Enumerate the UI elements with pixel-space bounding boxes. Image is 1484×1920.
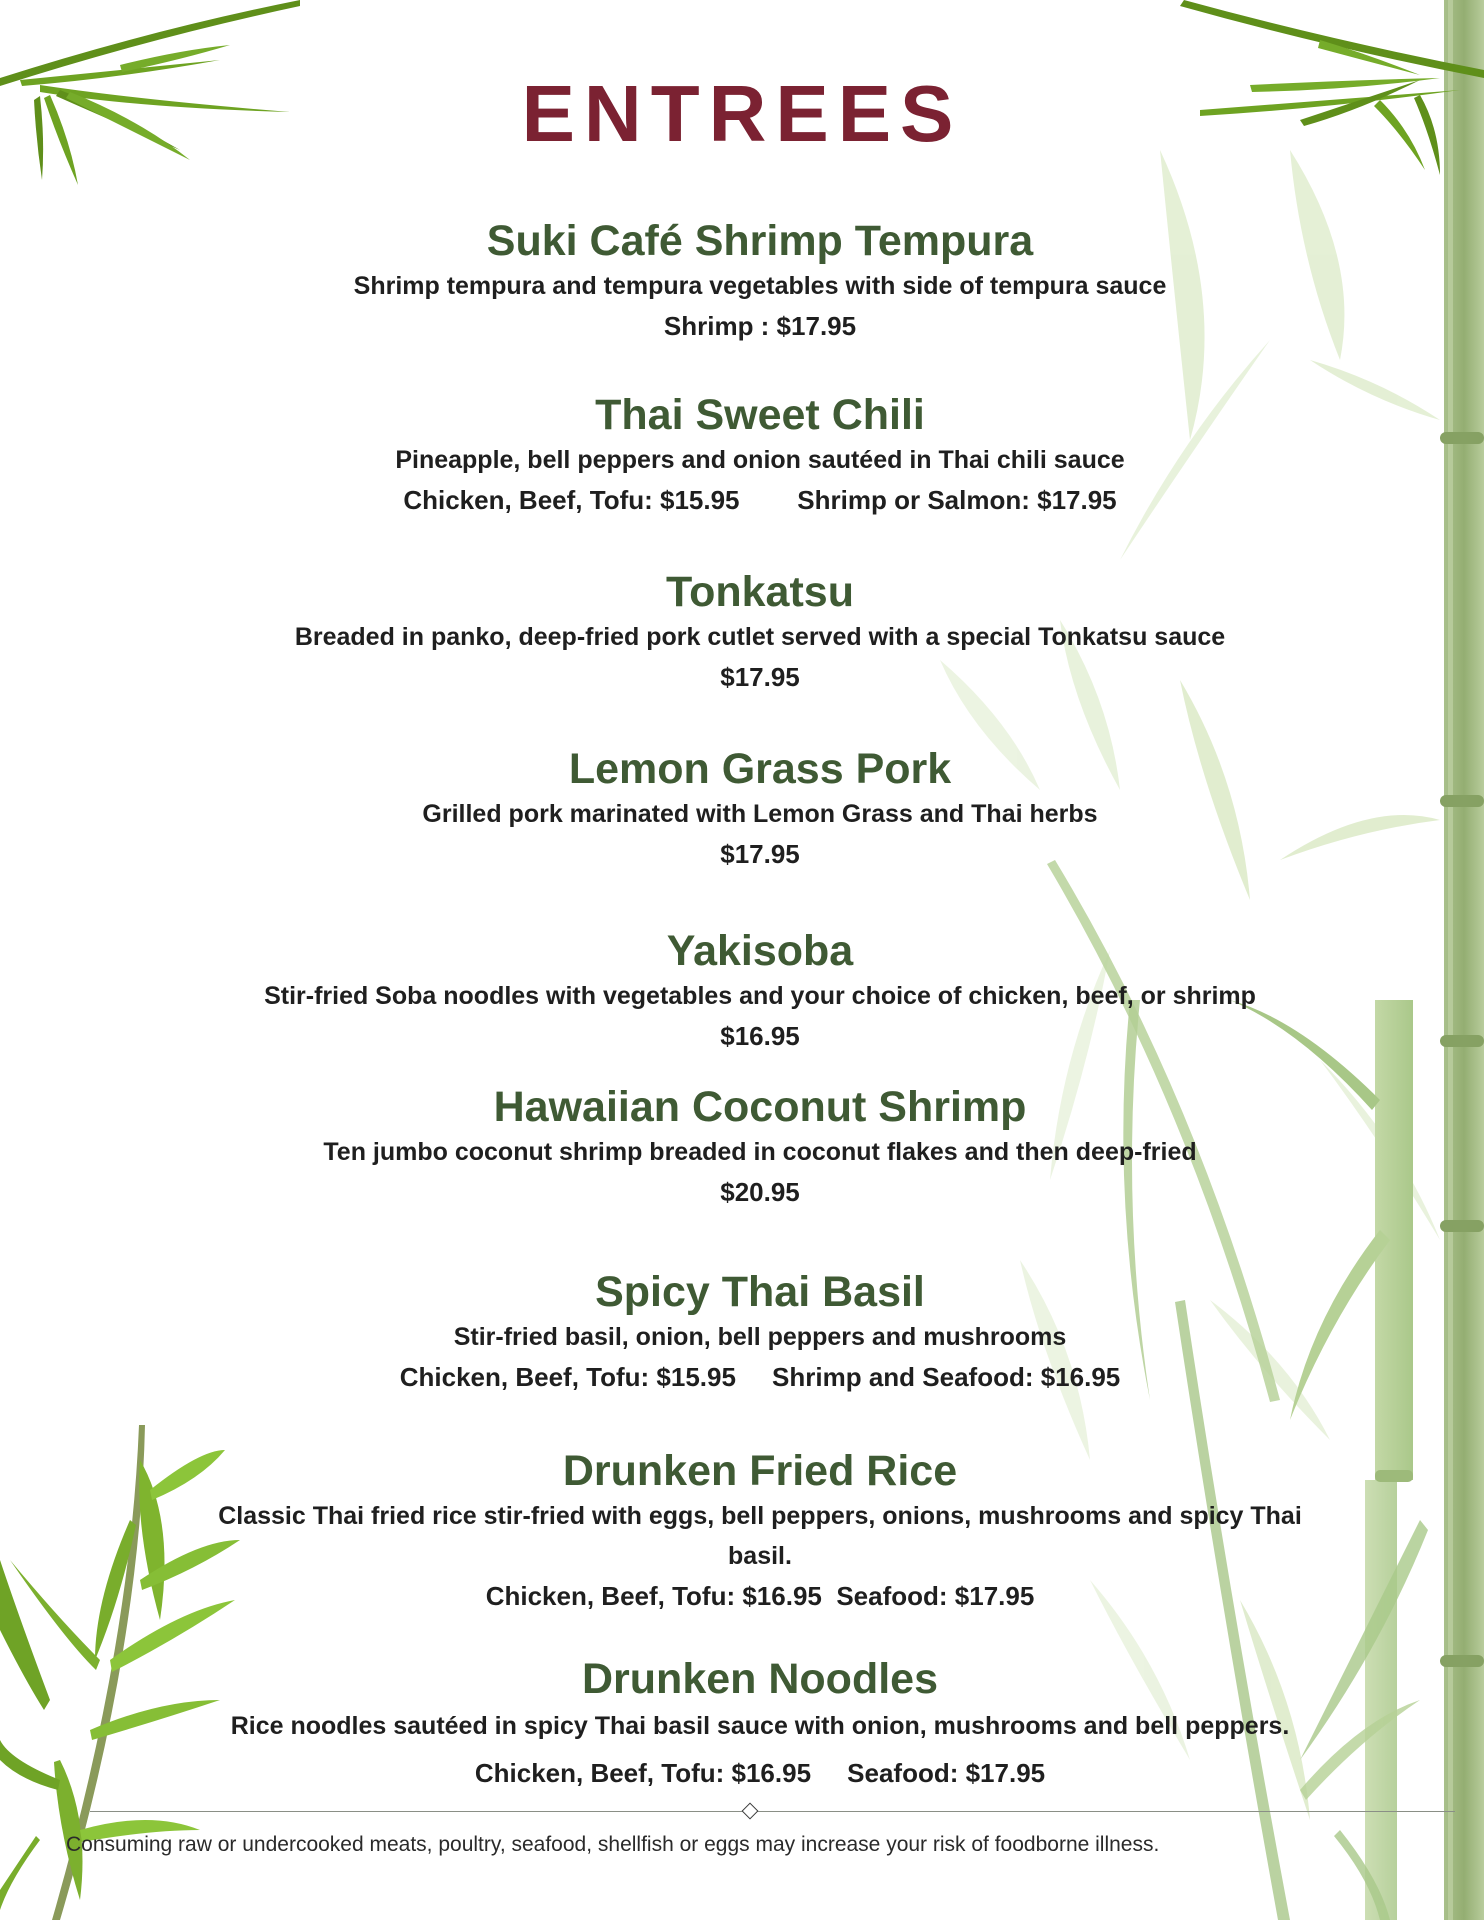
item-description: Grilled pork marinated with Lemon Grass and Thai herbs bbox=[422, 800, 1098, 828]
item-name: Spicy Thai Basil bbox=[595, 1268, 925, 1316]
menu-item bbox=[170, 1446, 1350, 1616]
item-name: Hawaiian Coconut Shrimp bbox=[493, 1083, 1027, 1131]
menu-item bbox=[170, 1267, 1350, 1397]
page-title: ENTREES bbox=[521, 69, 963, 158]
menu-item bbox=[170, 1654, 1350, 1798]
item-price: $17.95 bbox=[720, 839, 800, 869]
menu-item bbox=[170, 216, 1350, 346]
item-name: Yakisoba bbox=[666, 927, 854, 975]
food-safety-disclaimer: Consuming raw or undercooked meats, poultry, seafood, shellfish or eggs may increase your risk of foodborne illness. bbox=[66, 1833, 1160, 1856]
item-description: Breaded in panko, deep-fried pork cutlet served with a special Tonkatsu sauce bbox=[294, 623, 1226, 651]
menu-item bbox=[170, 390, 1350, 520]
item-description: Classic Thai fried rice stir-fried with eggs, bell peppers, onions, mushrooms and spicy Thai basil. bbox=[218, 1502, 1302, 1570]
item-description: Stir-fried basil, onion, bell peppers and mushrooms bbox=[453, 1323, 1067, 1351]
item-description: Ten jumbo coconut shrimp breaded in coconut flakes and then deep-fried bbox=[323, 1138, 1197, 1166]
item-price: $16.95 bbox=[720, 1021, 800, 1051]
item-price: Chicken, Beef, Tofu: $15.95 Shrimp or Salmon: $17.95 bbox=[403, 485, 1117, 515]
item-name: Thai Sweet Chili bbox=[595, 391, 925, 439]
item-price: Shrimp : $17.95 bbox=[663, 311, 857, 341]
divider-diamond-icon bbox=[742, 1803, 759, 1820]
footer-divider bbox=[90, 1811, 1455, 1812]
item-price: Chicken, Beef, Tofu: $15.95 Shrimp and Seafood: $16.95 bbox=[399, 1362, 1121, 1392]
item-description: Rice noodles sautéed in spicy Thai basil sauce with onion, mushrooms and bell peppers. bbox=[230, 1712, 1290, 1740]
item-name: Suki Café Shrimp Tempura bbox=[486, 217, 1034, 265]
menu-item bbox=[170, 744, 1350, 874]
menu-item bbox=[170, 567, 1350, 697]
item-name: Drunken Fried Rice bbox=[562, 1447, 958, 1495]
item-price: Chicken, Beef, Tofu: $16.95 Seafood: $17.95 bbox=[474, 1758, 1046, 1788]
item-description: Shrimp tempura and tempura vegetables with side of tempura sauce bbox=[353, 272, 1167, 300]
item-price: $20.95 bbox=[720, 1177, 800, 1207]
item-price: Chicken, Beef, Tofu: $16.95 Seafood: $17.95 bbox=[485, 1581, 1035, 1611]
item-name: Drunken Noodles bbox=[582, 1655, 938, 1703]
item-description: Pineapple, bell peppers and onion sautéed in Thai chili sauce bbox=[395, 446, 1125, 474]
menu-item bbox=[170, 1082, 1350, 1212]
item-name: Tonkatsu bbox=[666, 568, 854, 616]
item-name: Lemon Grass Pork bbox=[568, 745, 952, 793]
menu-item bbox=[170, 926, 1350, 1056]
item-price: $17.95 bbox=[720, 662, 800, 692]
item-description: Stir-fried Soba noodles with vegetables and your choice of chicken, beef, or shrimp bbox=[264, 982, 1256, 1010]
